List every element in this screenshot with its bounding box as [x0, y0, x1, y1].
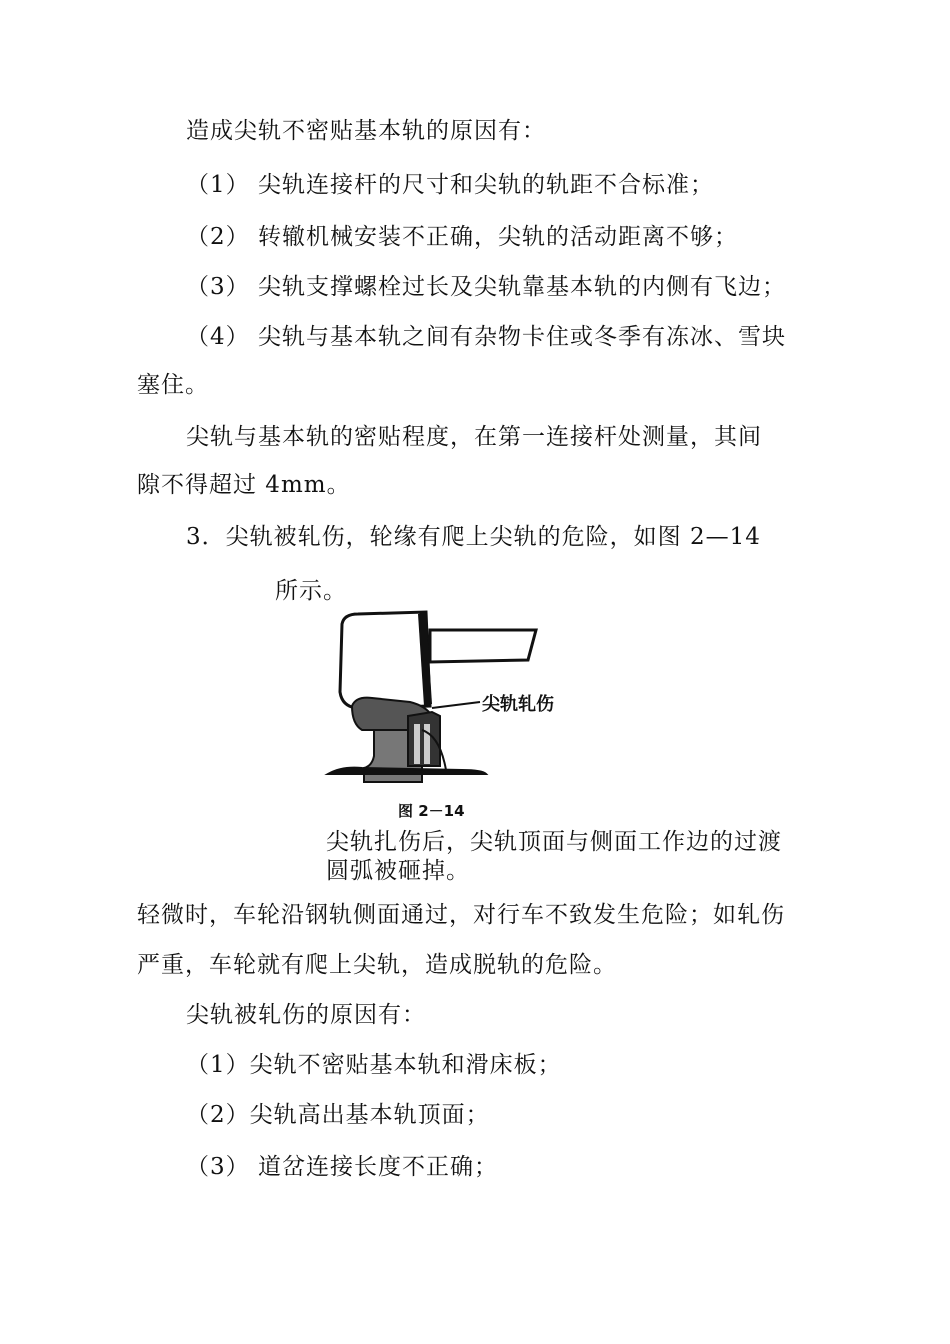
para-damage-cause-title: 尖轨被轧伤的原因有：	[186, 1002, 426, 1028]
side-text-line-2: 圆弧被砸掉。	[326, 858, 470, 884]
para-severity: 轻微时，车轮沿钢轨侧面通过，对行车不致发生危险；如轧伤	[137, 902, 785, 928]
list-item-1: （1） 尖轨连接杆的尺寸和尖轨的轨距不合标准；	[186, 172, 714, 198]
para-gap: 尖轨与基本轨的密贴程度，在第一连接杆处测量，其间	[186, 424, 762, 450]
section-3-heading-cont: 所示。	[275, 578, 347, 604]
list-item-4: （4） 尖轨与基本轨之间有杂物卡住或冬季有冻冰、雪块	[186, 324, 786, 350]
list-item-4-cont: 塞住。	[137, 372, 209, 398]
section-3-heading: 3．尖轨被轧伤，轮缘有爬上尖轨的危险，如图 2—14	[186, 524, 761, 550]
figure-caption: 图 2－14	[398, 802, 465, 820]
para-cause-title: 造成尖轨不密贴基本轨的原因有：	[186, 118, 546, 144]
damage-item-2: （2）尖轨高出基本轨顶面；	[186, 1102, 490, 1128]
damage-item-3: （3） 道岔连接长度不正确；	[186, 1154, 498, 1180]
list-item-3: （3） 尖轨支撑螺栓过长及尖轨靠基本轨的内侧有飞边；	[186, 274, 786, 300]
figure-side-text	[326, 828, 782, 886]
rail-illustration	[322, 606, 622, 824]
side-text-line-1: 尖轨扎伤后，尖轨顶面与侧面工作边的过渡	[326, 829, 782, 855]
para-severity-cont: 严重，车轮就有爬上尖轨，造成脱轨的危险。	[137, 952, 617, 978]
list-item-2: （2） 转辙机械安装不正确，尖轨的活动距离不够；	[186, 224, 738, 250]
figure-label: 尖轨轧伤	[482, 694, 554, 715]
para-gap-cont: 隙不得超过 4mm。	[137, 472, 351, 498]
figure-rail-damage	[322, 606, 622, 824]
damage-item-1: （1）尖轨不密贴基本轨和滑床板；	[186, 1052, 562, 1078]
